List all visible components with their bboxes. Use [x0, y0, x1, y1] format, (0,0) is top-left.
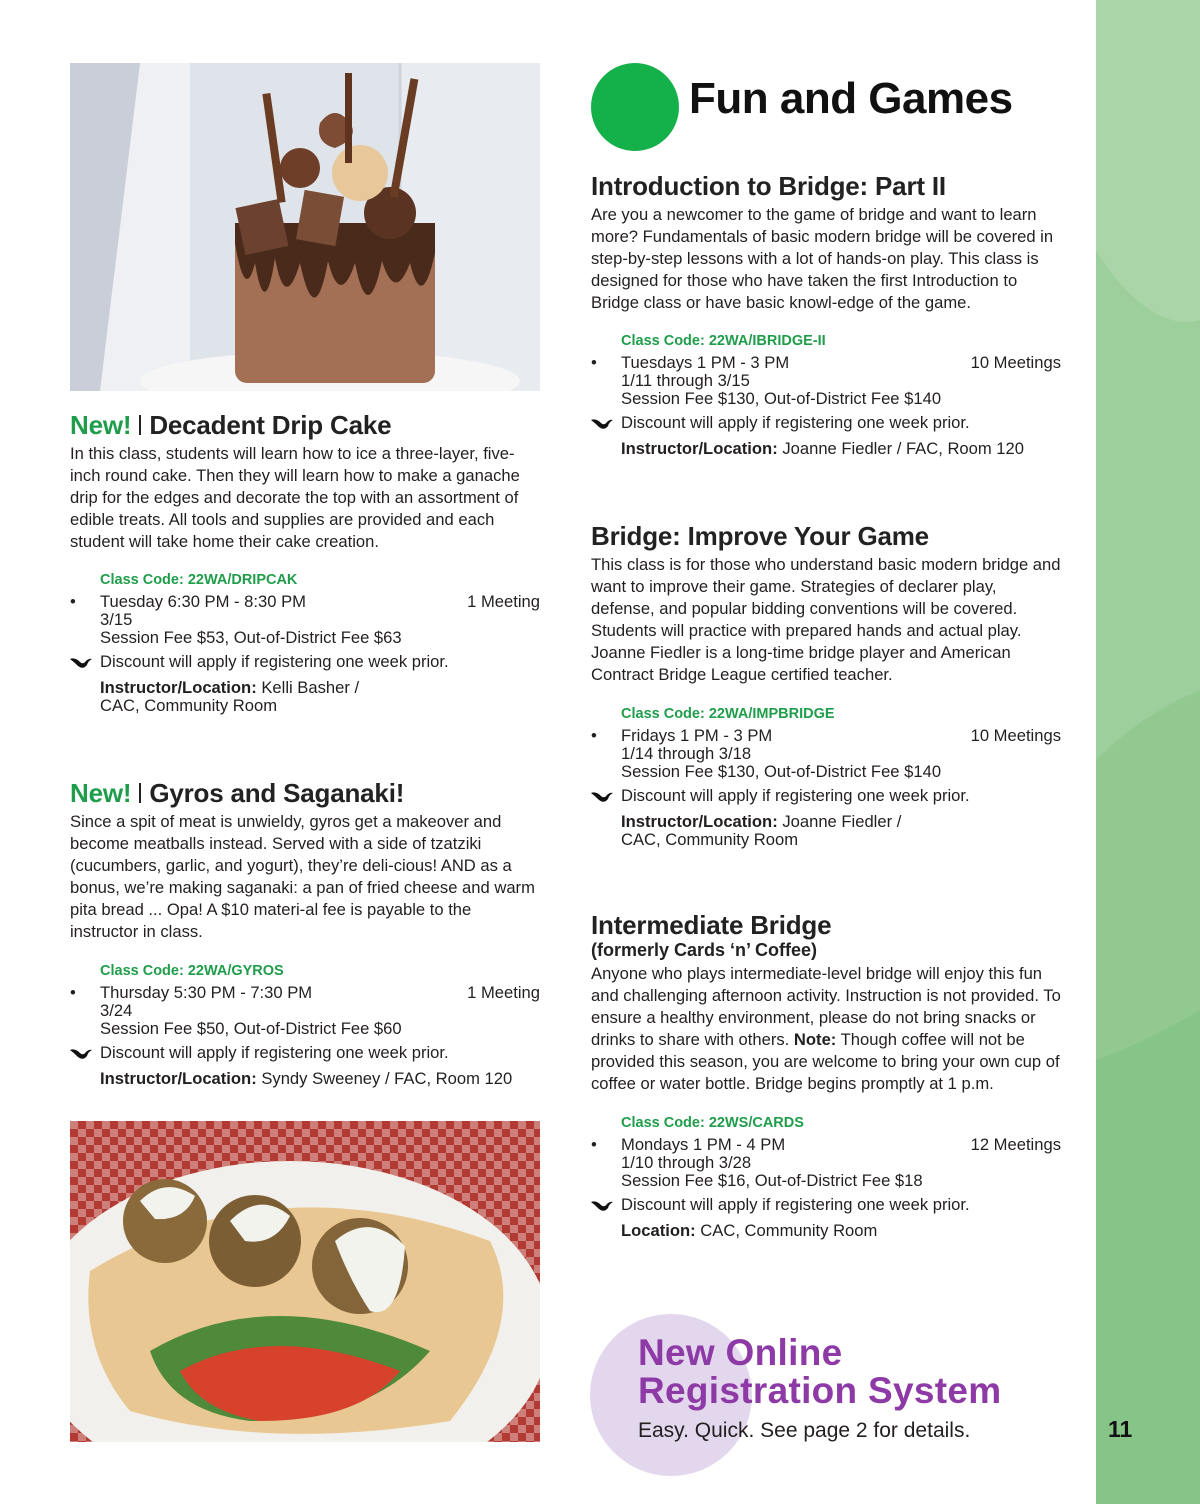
instructor-label: Instructor/Location:: [100, 1068, 257, 1088]
discount-text: Discount will apply if registering one week prior.: [100, 1042, 449, 1062]
course-improve-bridge: [591, 520, 1061, 849]
schedule-line: [70, 592, 540, 612]
course-details: [70, 571, 540, 716]
discount-text: Discount will apply if registering one week prior.: [621, 1194, 970, 1214]
instructor-location: [621, 440, 1061, 458]
course-intro-bridge: [591, 170, 1061, 458]
discount-text: Discount will apply if registering one week prior.: [621, 785, 970, 805]
location-value: CAC, Community Room: [700, 1220, 878, 1240]
new-badge: New!: [70, 778, 132, 808]
promo-title: [638, 1334, 1001, 1410]
instructor-value: Joanne Fiedler /: [782, 811, 902, 831]
session-fee: Session Fee $53, Out-of-District Fee $63: [100, 628, 402, 648]
course-gyros: [70, 777, 540, 1088]
bullet-icon: •: [70, 982, 76, 1002]
discount-note: [621, 787, 1061, 805]
description-part2: Though coffee will not be provided this season, you are welcome to bring your own cup of coffee or water bottle. Bridge begins promptly at 1 p.m.: [591, 1030, 1060, 1094]
course-details: [591, 1114, 1061, 1240]
title-separator: [139, 783, 141, 803]
schedule-dates: 1/14 through 3/18: [621, 743, 752, 763]
meeting-count: 10 Meetings: [970, 353, 1061, 373]
session-fee: Session Fee $130, Out-of-District Fee $140: [621, 389, 942, 409]
section-title: Fun and Games: [689, 74, 1013, 123]
course-description: Since a spit of meat is unwieldy, gyros get a makeover and become meatballs instead. Served with a side of tzatziki (cucumbers, garlic, and yogurt), they’re deli-cious! AND as a bonus, we’re making saganaki: a pan of fried cheese and warm pita bread ... Opa! A $10 materi-al fee is payable to the instructor in class.: [70, 812, 535, 942]
description-part1: Anyone who plays intermediate-level bridge will enjoy this fun and challenging afternoon activity. Instruction is not provided. To ensure a healthy environment, please do not bring snacks or drinks to share with others.: [591, 964, 1061, 1050]
bird-icon: [590, 417, 614, 431]
bullet-icon: •: [70, 592, 76, 612]
class-code: Class Code: 22WA/GYROS: [100, 962, 284, 979]
discount-text: Discount will apply if registering one week prior.: [621, 413, 970, 433]
bird-icon: [590, 1199, 614, 1213]
new-badge: New!: [70, 410, 132, 440]
meeting-count: 1 Meeting: [467, 592, 540, 612]
course-details: [70, 962, 540, 1088]
meeting-count: 12 Meetings: [970, 1134, 1061, 1154]
location-label: Location:: [621, 1220, 696, 1240]
schedule-dates: 3/15: [100, 610, 133, 630]
discount-note: [100, 1044, 540, 1062]
course-title: Intermediate Bridge: [591, 910, 832, 940]
bird-icon: [69, 656, 93, 670]
schedule-line: [591, 353, 1061, 373]
title-separator: [139, 415, 141, 435]
instructor-value-line2: CAC, Community Room: [621, 829, 799, 849]
meeting-count: 10 Meetings: [970, 725, 1061, 745]
bullet-icon: •: [591, 1134, 597, 1154]
schedule-time: Thursday 5:30 PM - 7:30 PM: [100, 982, 313, 1002]
course-title-text: Gyros and Saganaki!: [149, 778, 405, 808]
discount-note: [621, 414, 1061, 432]
class-code: Class Code: 22WA/DRIPCAK: [100, 572, 298, 589]
instructor-label: Instructor/Location:: [100, 678, 257, 698]
schedule-dates: 1/10 through 3/28: [621, 1152, 752, 1172]
margin-wave-graphic: [1096, 0, 1200, 1504]
bird-icon: [69, 1047, 93, 1061]
course-intermediate-bridge: [591, 909, 1061, 1240]
bullet-icon: •: [591, 353, 597, 373]
session-fee: Session Fee $16, Out-of-District Fee $18: [621, 1170, 923, 1190]
schedule-time: Tuesday 6:30 PM - 8:30 PM: [100, 592, 306, 612]
class-code: Class Code: 22WS/CARDS: [621, 1114, 804, 1131]
schedule-line: [591, 1134, 1061, 1154]
instructor-value: Kelli Basher /: [261, 678, 360, 698]
course-drip-cake: [70, 409, 540, 715]
schedule-dates: 1/11 through 3/15: [621, 371, 750, 391]
gyros-photo: [70, 1121, 540, 1442]
course-details: [591, 705, 1061, 849]
schedule-time: Tuesdays 1 PM - 3 PM: [621, 353, 790, 373]
course-title: Bridge: Improve Your Game: [591, 521, 929, 551]
course-description: Are you a newcomer to the game of bridge and want to learn more? Fundamentals of basic modern bridge will be covered in step-by-step lessons with a lot of hands-on play. This class is designed for those who have taken the first Introduction to Bridge class or have basic knowl-edge of the game.: [591, 205, 1054, 313]
instructor-value: Joanne Fiedler / FAC, Room 120: [782, 439, 1024, 459]
class-code: Class Code: 22WA/IBRIDGE-II: [621, 333, 826, 350]
promo-title-line2: Registration System: [638, 1370, 1002, 1411]
schedule-dates: 3/24: [100, 1000, 133, 1020]
bird-icon: [590, 790, 614, 804]
course-title: [70, 409, 540, 441]
bullet-icon: •: [591, 725, 597, 745]
location-line: [621, 1222, 1061, 1240]
session-fee: Session Fee $130, Out-of-District Fee $140: [621, 761, 942, 781]
course-description: This class is for those who understand basic modern bridge and want to improve their game. Strategies of declarer play, defense, and popular bidding conventions will be covered. Students will practice with prepared hands and actual play. Joanne Fiedler is a long-time bridge player and American Contract Bridge League certified teacher.: [591, 555, 1061, 685]
instructor-value-line2: CAC, Community Room: [100, 696, 278, 716]
course-description: [591, 963, 1061, 1096]
promo-title-line1: New Online: [638, 1332, 843, 1373]
meeting-count: 1 Meeting: [467, 982, 540, 1002]
section-dot-icon: [591, 63, 679, 151]
course-title: Introduction to Bridge: Part II: [591, 171, 946, 201]
page-number: 11: [1108, 1416, 1133, 1442]
discount-note: [100, 653, 540, 671]
schedule-line: [70, 982, 540, 1002]
schedule-time: Fridays 1 PM - 3 PM: [621, 725, 773, 745]
instructor-label: Instructor/Location:: [621, 811, 778, 831]
course-title-text: Decadent Drip Cake: [149, 410, 392, 440]
instructor-location: [621, 813, 1061, 849]
course-description: In this class, students will learn how to ice a three-layer, five-inch round cake. Then they will learn how to make a ganache drip for the edges and decorate the top with an assortment of edible treats. All tools and supplies are provided and each student will take home their cake creation.: [70, 444, 520, 552]
instructor-label: Instructor/Location:: [621, 439, 778, 459]
session-fee: Session Fee $50, Out-of-District Fee $60: [100, 1018, 402, 1038]
discount-text: Discount will apply if registering one week prior.: [100, 652, 449, 672]
instructor-location: [100, 1070, 540, 1088]
note-label: Note:: [793, 1030, 837, 1050]
schedule-time: Mondays 1 PM - 4 PM: [621, 1134, 786, 1154]
promo-subtitle: Easy. Quick. See page 2 for details.: [638, 1419, 971, 1442]
page-margin-band: [1096, 0, 1200, 1504]
course-details: [591, 332, 1061, 459]
course-subtitle: (formerly Cards ‘n’ Coffee): [591, 940, 818, 960]
class-code: Class Code: 22WA/IMPBRIDGE: [621, 705, 835, 722]
instructor-value: Syndy Sweeney / FAC, Room 120: [261, 1068, 513, 1088]
instructor-location: [100, 679, 540, 715]
schedule-line: [591, 725, 1061, 745]
discount-note: [621, 1196, 1061, 1214]
course-title: [70, 777, 540, 809]
drip-cake-photo: [70, 63, 540, 391]
